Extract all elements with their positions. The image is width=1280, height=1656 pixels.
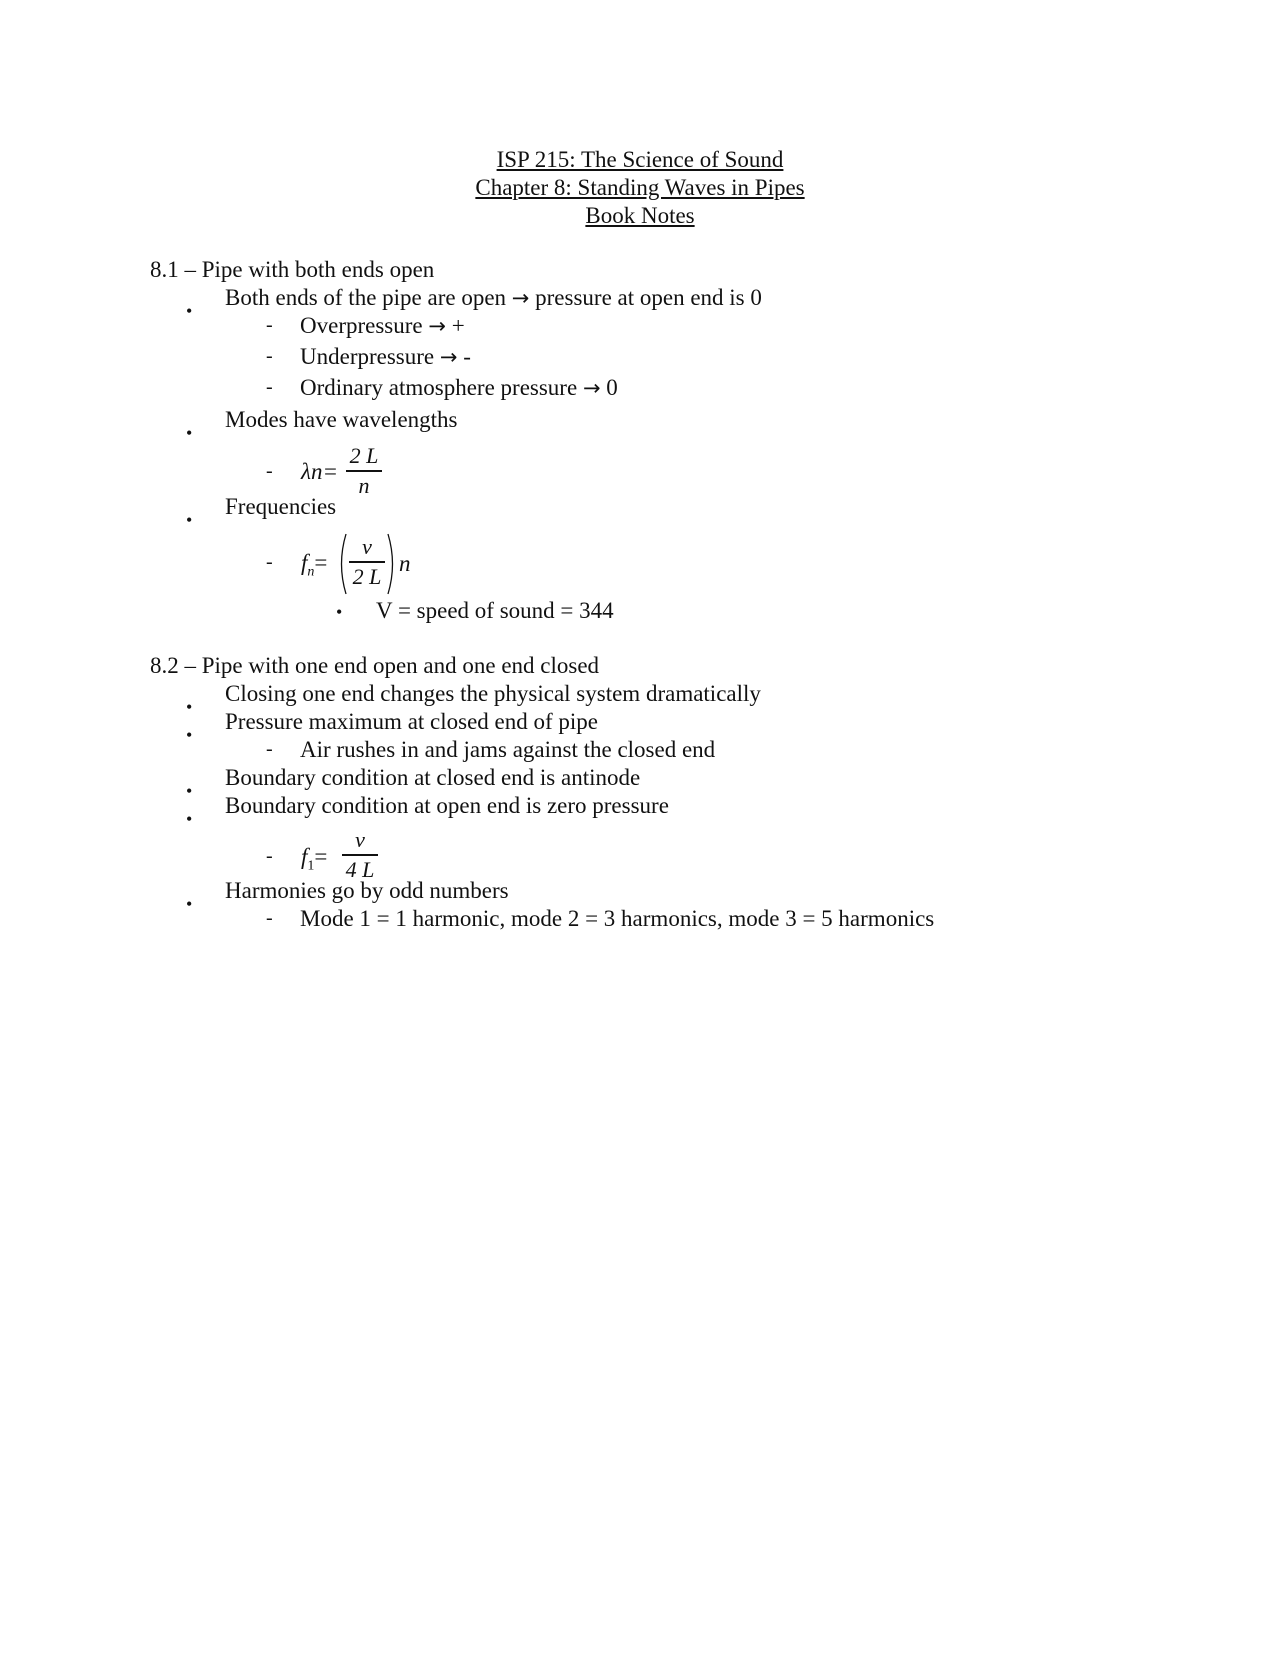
- doc-subtitle: Book Notes: [585, 203, 695, 228]
- dash-icon: -: [266, 551, 273, 573]
- bullet-icon: •: [336, 602, 343, 622]
- bullet-icon: •: [186, 809, 193, 829]
- fraction: [342, 829, 378, 881]
- bullet-icon: •: [186, 725, 193, 745]
- bullet-icon: •: [186, 423, 193, 443]
- bullet-icon: •: [186, 894, 193, 914]
- list-item-text: Ordinary atmosphere pressure: [300, 375, 578, 400]
- list-item-text: Boundary condition at open end is zero pressure: [225, 793, 669, 818]
- fraction-denominator: n: [358, 472, 370, 498]
- bullet-icon: •: [186, 301, 193, 321]
- list-item-text: 0: [606, 375, 618, 400]
- bullet-icon: •: [186, 510, 193, 530]
- equation-tail: n: [399, 551, 411, 576]
- fraction-denominator: 2 L: [352, 563, 382, 589]
- list-item-text: Air rushes in and jams against the closed end: [300, 737, 716, 762]
- fraction-numerator: v: [355, 827, 365, 852]
- equation-lhs: λn=: [301, 459, 338, 484]
- list-item-text: Modes have wavelengths: [225, 407, 458, 432]
- bullet-icon: •: [186, 697, 193, 717]
- list-item-text: -: [463, 344, 471, 369]
- list-item-text: +: [451, 313, 465, 338]
- list-item: [225, 286, 762, 309]
- right-arrow-icon: →: [511, 286, 530, 310]
- list-item-text: Frequencies: [225, 494, 337, 519]
- fraction-bar: [346, 470, 382, 472]
- list-item-text: Both ends of the pipe are open: [225, 285, 507, 310]
- list-item: [300, 314, 465, 337]
- right-arrow-icon: →: [439, 345, 458, 369]
- dash-icon: -: [266, 376, 273, 398]
- right-arrow-icon: →: [428, 314, 446, 338]
- list-item-text: pressure at open end is 0: [535, 285, 762, 310]
- equation-subscript: n: [307, 564, 315, 580]
- list-item-text: Mode 1 = 1 harmonic, mode 2 = 3 harmonics, mode 3 = 5 harmonics: [300, 906, 935, 931]
- list-item-text: Overpressure: [300, 313, 423, 338]
- fraction-bar: [342, 854, 378, 856]
- list-item-text: Harmonies go by odd numbers: [225, 878, 509, 903]
- dash-icon: -: [266, 345, 273, 367]
- course-title: ISP 215: The Science of Sound: [496, 147, 784, 172]
- fraction-denominator: 4 L: [345, 856, 375, 882]
- dash-icon: -: [266, 314, 273, 336]
- dash-icon: -: [266, 845, 273, 867]
- right-arrow-icon: →: [582, 376, 601, 400]
- list-item: [300, 376, 618, 399]
- equation-lhs: $f_1=$: [301, 844, 328, 874]
- fraction: [349, 536, 385, 588]
- list-item-text: V = speed of sound = 344: [376, 598, 614, 623]
- fraction-bar: [349, 561, 385, 563]
- dash-icon: -: [266, 907, 273, 929]
- fraction-numerator: 2 L: [349, 443, 379, 468]
- list-item-text: Closing one end changes the physical system dramatically: [225, 681, 761, 706]
- list-item-text: Boundary condition at closed end is antinode: [225, 765, 641, 790]
- bullet-icon: •: [186, 781, 193, 801]
- list-item: [300, 345, 471, 368]
- section-8-1-heading: 8.1 – Pipe with both ends open: [150, 257, 435, 282]
- dash-icon: -: [266, 460, 273, 482]
- equation-lhs: $f_n=$: [301, 550, 328, 580]
- equation-subscript: 1: [307, 858, 315, 874]
- fraction: [346, 445, 382, 497]
- fraction-numerator: v: [362, 534, 372, 559]
- section-8-2-heading: 8.2 – Pipe with one end open and one end closed: [150, 653, 600, 678]
- dash-icon: -: [266, 738, 273, 760]
- chapter-title: Chapter 8: Standing Waves in Pipes: [475, 175, 805, 200]
- list-item-text: Underpressure: [300, 344, 435, 369]
- list-item-text: Pressure maximum at closed end of pipe: [225, 709, 599, 734]
